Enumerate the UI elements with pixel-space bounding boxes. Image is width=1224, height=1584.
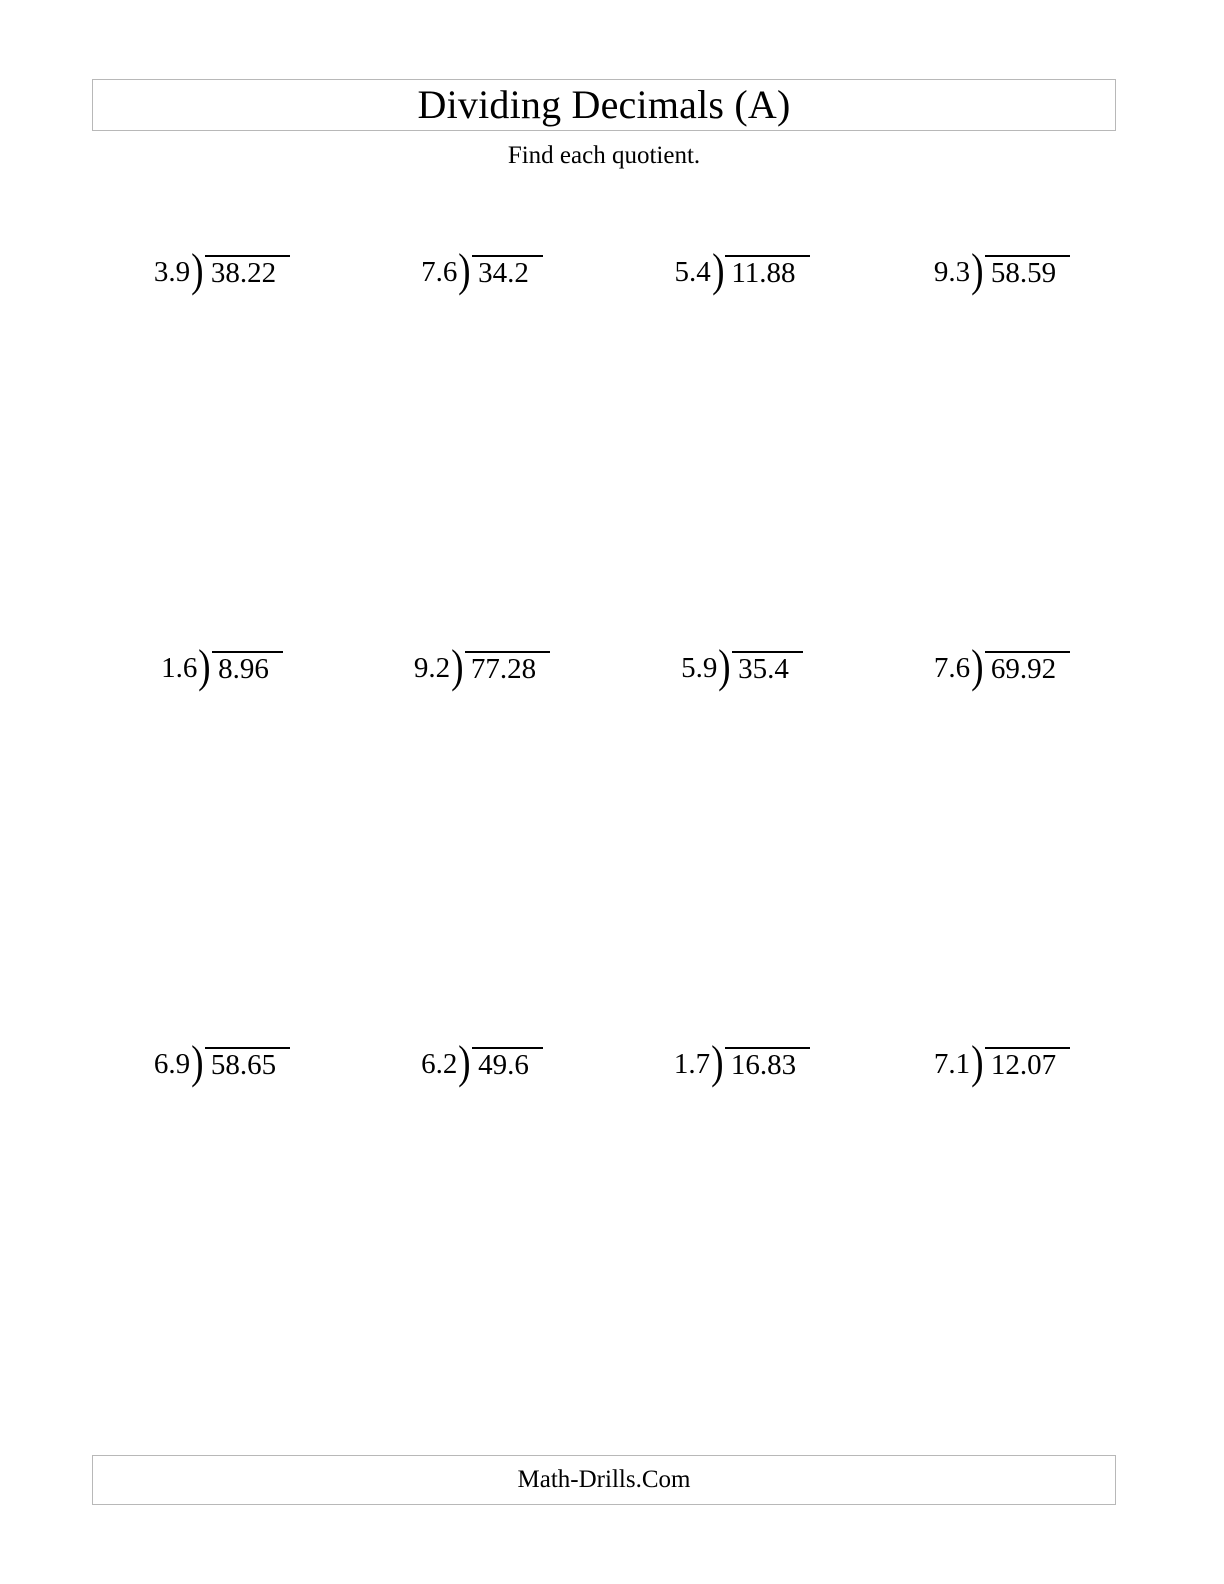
long-division-bracket-icon: ) [191, 1036, 204, 1088]
long-division-bracket-icon: ) [191, 244, 204, 296]
long-division-bracket-icon: ) [971, 640, 984, 692]
dividend: 35.4 [732, 651, 803, 686]
dividend-wrap [465, 640, 550, 686]
dividend-wrap [725, 1036, 810, 1082]
long-division-bracket-icon: ) [718, 640, 731, 692]
divisor: 7.6 [421, 256, 458, 288]
instruction-text: Find each quotient. [507, 142, 701, 169]
dividend-wrap [205, 1036, 290, 1082]
long-division-bracket-icon: ) [711, 244, 725, 296]
dividend-wrap [985, 1036, 1070, 1082]
problem-row [92, 1022, 1132, 1418]
dividend: 77.28 [465, 651, 550, 686]
dividend: 34.2 [472, 255, 543, 290]
dividend-wrap [725, 244, 809, 290]
problem-grid [92, 230, 1132, 1418]
division-problem [612, 640, 872, 692]
problem-cell [352, 626, 612, 1022]
division-problem [92, 1036, 352, 1088]
division-problem [92, 640, 352, 692]
long-division-bracket-icon: ) [711, 1036, 724, 1088]
divisor: 1.7 [673, 1048, 711, 1080]
division-problem [92, 244, 352, 296]
problem-cell [92, 230, 352, 626]
division-problem [352, 244, 612, 296]
problem-cell [352, 230, 612, 626]
divisor: 3.9 [153, 256, 191, 288]
division-problem [872, 1036, 1132, 1088]
division-problem [352, 1036, 612, 1088]
divisor: 5.9 [681, 652, 718, 684]
problem-row [92, 626, 1132, 1022]
divisor: 5.4 [674, 256, 711, 288]
divisor: 6.9 [153, 1048, 191, 1080]
dividend: 12.07 [985, 1047, 1070, 1082]
long-division-bracket-icon: ) [451, 640, 464, 692]
dividend: 11.88 [725, 255, 809, 290]
dividend-wrap [985, 640, 1070, 686]
long-division-bracket-icon: ) [971, 244, 984, 296]
division-problem [352, 640, 612, 692]
divisor: 7.6 [933, 652, 971, 684]
page-title: Dividing Decimals (A) [417, 82, 791, 127]
divisor: 9.3 [933, 256, 971, 288]
dividend: 49.6 [472, 1047, 543, 1082]
divisor: 1.6 [161, 652, 198, 684]
dividend-wrap [472, 244, 543, 290]
footer-website-label: Math-Drills.Com [517, 1466, 691, 1493]
long-division-bracket-icon: ) [198, 640, 211, 692]
dividend: 16.83 [725, 1047, 810, 1082]
problem-cell [612, 1022, 872, 1418]
dividend-wrap [472, 1036, 543, 1082]
dividend: 38.22 [205, 255, 290, 290]
problem-cell [872, 1022, 1132, 1418]
divisor: 6.2 [421, 1048, 458, 1080]
dividend-wrap [205, 244, 290, 290]
division-problem [612, 1036, 872, 1088]
dividend-wrap [212, 640, 283, 686]
problem-cell [612, 626, 872, 1022]
dividend: 69.92 [985, 651, 1070, 686]
division-problem [872, 640, 1132, 692]
division-problem [612, 244, 872, 296]
division-problem [872, 244, 1132, 296]
divisor: 7.1 [933, 1048, 971, 1080]
long-division-bracket-icon: ) [971, 1036, 984, 1088]
dividend: 58.59 [985, 255, 1070, 290]
dividend-wrap [985, 244, 1070, 290]
dividend: 58.65 [205, 1047, 290, 1082]
long-division-bracket-icon: ) [458, 1036, 471, 1088]
problem-cell [352, 1022, 612, 1418]
problem-cell [872, 230, 1132, 626]
long-division-bracket-icon: ) [458, 244, 471, 296]
problem-cell [612, 230, 872, 626]
dividend: 8.96 [212, 651, 283, 686]
problem-cell [92, 1022, 352, 1418]
divisor: 9.2 [413, 652, 451, 684]
dividend-wrap [732, 640, 803, 686]
problem-row [92, 230, 1132, 626]
problem-cell [872, 626, 1132, 1022]
problem-cell [92, 626, 352, 1022]
